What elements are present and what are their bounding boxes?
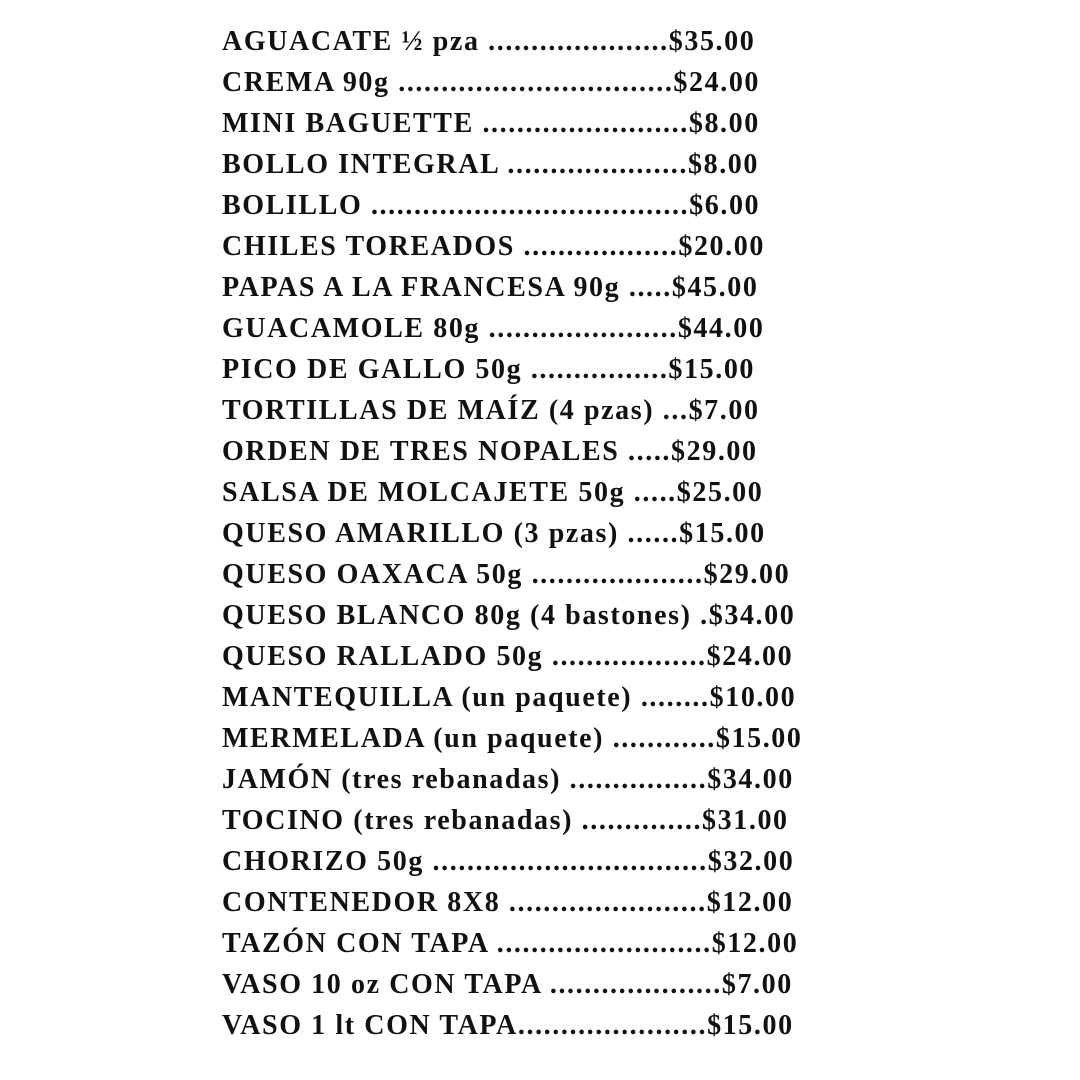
price-list-item: BOLILLO .....................................$6.00 xyxy=(222,190,761,221)
price-list-item: VASO 1 lt CON TAPA......................$15.00 xyxy=(222,1010,794,1041)
price-list-item: SALSA DE MOLCAJETE 50g .....$25.00 xyxy=(222,477,764,508)
price-list-item: QUESO OAXACA 50g ....................$29.00 xyxy=(222,559,791,590)
price-list-item: TORTILLAS DE MAÍZ (4 pzas) ...$7.00 xyxy=(222,395,760,426)
price-list-item: TOCINO (tres rebanadas) ..............$31.00 xyxy=(222,805,789,836)
price-list xyxy=(222,21,803,1046)
price-list-item: PICO DE GALLO 50g ................$15.00 xyxy=(222,354,756,385)
price-list-item: CHILES TOREADOS ..................$20.00 xyxy=(222,231,765,262)
price-list-item: JAMÓN (tres rebanadas) ................$34.00 xyxy=(222,764,794,795)
price-list-item: AGUACATE ½ pza .....................$35.00 xyxy=(222,26,756,57)
price-list-item: ORDEN DE TRES NOPALES .....$29.00 xyxy=(222,436,758,467)
price-list-item: MERMELADA (un paquete) ............$15.00 xyxy=(222,723,803,754)
price-list-item: QUESO RALLADO 50g ..................$24.00 xyxy=(222,641,794,672)
price-list-item: CONTENEDOR 8X8 .......................$12.00 xyxy=(222,887,794,918)
price-list-item: CREMA 90g ................................$24.00 xyxy=(222,67,761,98)
price-list-item: QUESO BLANCO 80g (4 bastones) .$34.00 xyxy=(222,600,796,631)
price-list-item: CHORIZO 50g ................................$32.00 xyxy=(222,846,795,877)
price-list-item: QUESO AMARILLO (3 pzas) ......$15.00 xyxy=(222,518,766,549)
price-list-item: MINI BAGUETTE ........................$8.00 xyxy=(222,108,760,139)
price-list-item: VASO 10 oz CON TAPA ....................$7.00 xyxy=(222,969,793,1000)
price-list-item: MANTEQUILLA (un paquete) ........$10.00 xyxy=(222,682,797,713)
price-list-item: TAZÓN CON TAPA .........................$12.00 xyxy=(222,928,799,959)
price-list-item: PAPAS A LA FRANCESA 90g .....$45.00 xyxy=(222,272,759,303)
price-list-item: BOLLO INTEGRAL .....................$8.00 xyxy=(222,149,760,180)
price-list-item: GUACAMOLE 80g ......................$44.00 xyxy=(222,313,765,344)
